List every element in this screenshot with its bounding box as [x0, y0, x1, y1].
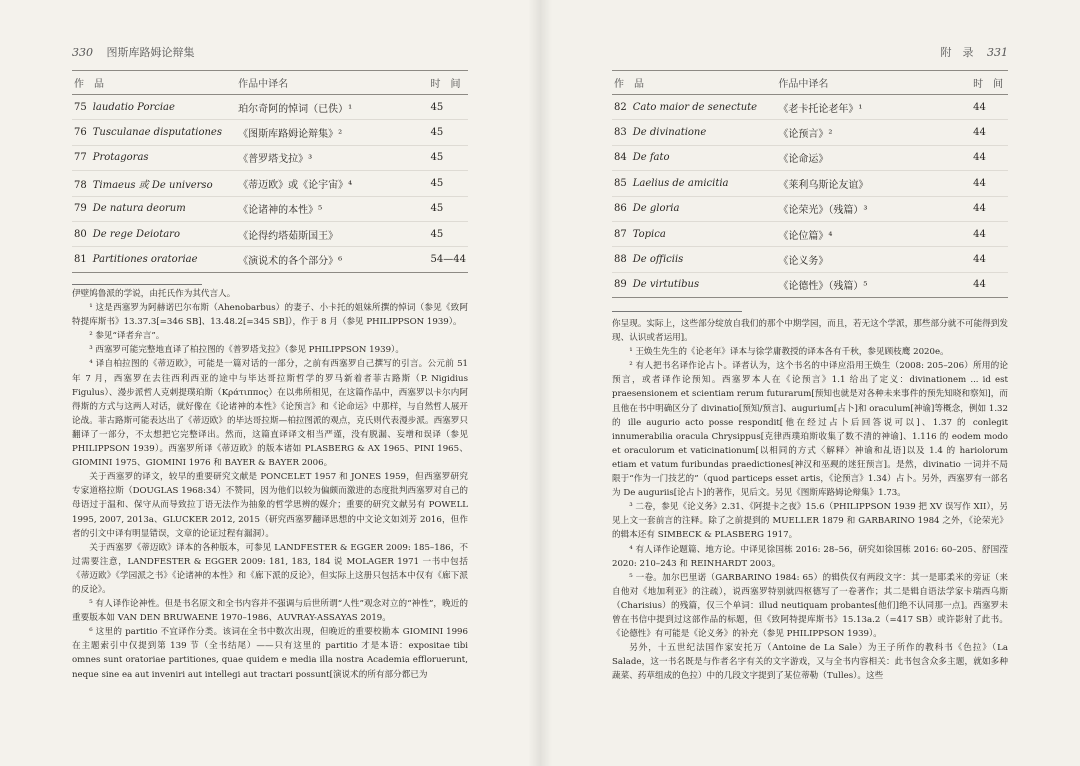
chinese-title: 《论位篇》⁴	[778, 230, 833, 242]
work-time: 44	[973, 228, 986, 240]
footnote-paragraph: 关于西塞罗《蒂迈欧》译本的各种版本，可参见 LANDFESTER & EGGER 2009: 185–186，不过需要注意，LANDFESTER & EGGER 2009: 181, 183, 184 说 MOLAGER 1971 一书中包括《蒂迈欧》《学园派之书》《论诸神的本性》和《廊下派的反论》，但实际上这册只包括本中仅有《廊下派的反论》。	[72, 542, 468, 595]
running-title: 附 录	[940, 46, 974, 59]
latin-title: Laelius de amicitia	[632, 177, 729, 189]
table-row	[612, 221, 1008, 246]
work-time: 44	[973, 254, 986, 266]
header-work-label: 作 品	[614, 79, 644, 90]
latin-title: Timaeus 或 De universo	[92, 179, 213, 191]
footnote-paragraph: 关于西塞罗的译文，较早的重要研究文献是 PONCELET 1957 和 JONES 1959，但西塞罗研究专家道格拉斯（DOUGLAS 1968:34）不赞同，因为他们以较为偏颇而激进的态度批判西塞罗对自己的母语过于温和、保守从而导致拉丁语无法作为抽象的哲学思辨的媒介；重要的研究文献另有 POWELL 1995, 2007, 2013a、GLUCKER 2012, 2015（研究西塞罗翻译思想的中文论文如刘芳 2016，但作者的引文中译有明显错误，文章的论证过程有漏洞）。	[72, 472, 468, 539]
table-row	[72, 221, 468, 246]
table-row	[612, 247, 1008, 272]
header-time	[971, 71, 1008, 95]
latin-title: De natura deorum	[92, 203, 186, 215]
latin-title: Tusculanae disputationes	[92, 127, 222, 139]
running-head	[941, 44, 1009, 60]
table-row	[72, 95, 468, 120]
works-table	[612, 70, 1008, 298]
header-work-label: 作 品	[74, 79, 104, 90]
row-number: 82	[614, 101, 627, 113]
footnote-paragraph: ¹ 这是西塞罗为阿赫诺巴尔布斯（Ahenobarbus）的妻子、小卡托的姐妹所撰的悼词（参见《致阿特提库斯书》13.37.3[=346 SB]、13.48.2[=345 SB]），作于 8 月（参见 PHILIPPSON 1939）。	[72, 303, 468, 328]
row-number: 85	[614, 177, 627, 189]
table-row	[72, 120, 468, 145]
running-title: 图斯库路姆论辩集	[106, 46, 195, 59]
header-translation-label: 作品中译名	[238, 79, 289, 90]
row-number: 78	[74, 179, 87, 191]
latin-title: Topica	[632, 228, 666, 240]
table-header-row	[612, 71, 1008, 95]
row-number: 81	[74, 254, 87, 266]
latin-title: Partitiones oratoriae	[92, 254, 198, 266]
work-time: 45	[430, 127, 444, 139]
chinese-title: 《论预言》²	[778, 129, 833, 141]
work-time: 44	[973, 203, 986, 215]
chinese-title: 《论义务》	[778, 256, 829, 268]
chinese-title: 《论得约塔茹斯国王》	[238, 230, 339, 242]
row-number: 89	[614, 279, 627, 291]
works-table	[72, 70, 468, 273]
footnote-paragraph: ² 参见“译者弁言”。	[89, 331, 165, 342]
chinese-title: 《论命运》	[778, 154, 829, 166]
header-translation	[776, 71, 971, 95]
footnote-paragraph: ¹ 王焕生先生的《论老年》译本与徐学庸教授的译本各有千秋，参见顾枝鹰 2020e。	[629, 347, 949, 358]
work-time: 45	[430, 152, 444, 164]
footnote-paragraph: 你呈现。实际上，这些部分绽放自我们的那个中期学园，而且，若无这个学派，那些部分就不可能得到发现、认识或者运用]。	[612, 319, 1008, 344]
footnote-paragraph: ² 有人把书名译作论占卜。译者认为，这个书名的中译应沿用王焕生（2008: 205–206）所用的论预言，或者译作论预知。西塞罗本人在《论预言》1.1 给出了定义：divinationem ... id est praesensionem et scientiam rerum futurarum[预知也就是对各种未来事件的预先知晓和察知]，而且他在书中明确区分了 divinatio[预知/预言]、augurium[占卜]和 oraculum[神谕]等概念，例如 1.32 的 ille augurio acto posse respondit[他在经过占卜后回答说可以]、1.37 的 conlegit innumerabilia oracula Chrysippus[克律西璞珀斯收集了数不清的神谕]、1.116 的 eodem modo et oraculorum et vaticinationum[以相同的方式〈解释〉神谕和乩语]以及 1.4 的 hariolorum etiam et vatum furibundas praedictiones[神汉和巫觋的迷狂预言]。是然，divinatio 一词并不局限于“作为一门技艺的”（quod particeps esset artis，《论预言》1.34）占卜。另外，西塞罗有一部名为 De auguriis[论占卜]的著作，见后文。另见《图斯库路姆论辩集》1.73。	[612, 361, 1008, 499]
row-number: 83	[614, 127, 627, 139]
row-number: 75	[74, 101, 87, 113]
table-header-row	[72, 71, 468, 95]
chinese-title: 《演说术的各个部分》⁶	[238, 256, 343, 268]
row-number: 88	[614, 254, 627, 266]
chinese-title: 《图斯库路姆论辩集》²	[238, 129, 343, 141]
header-translation	[236, 71, 428, 95]
table-row	[72, 171, 468, 196]
running-head	[72, 44, 195, 60]
footnote-paragraph: ³ 二卷，参见《论义务》2.31、《阿提卡之夜》15.6（PHILIPPSON 1939 把 XV 误写作 XII），另见上文一套前言的注释。除了之前提到的 MUELLER 1879 和 GARBARINO 1984 之外，《论荣光》的辑本还有 SIMBECK & PLASBERG 1917。	[612, 502, 1008, 541]
table-row	[72, 247, 468, 272]
row-number: 87	[614, 228, 627, 240]
work-time: 44	[973, 279, 986, 291]
work-time: 45	[430, 101, 444, 113]
footnote-paragraph: ⁴ 译自柏拉图的《蒂迈欧》，可能是一篇对话的一部分，之前有西塞罗自己撰写的引言。公元前 51 年 7 月，西塞罗在去往西利西亚的途中与毕达哥拉斯哲学的罗马新着者菲古路斯（P. Nigidius Figulus）、漫步派哲人克剌提璞珀斯（Κράτιππος）在以弗所相见，在这篇作品中，西塞罗以卡尔内阿得斯的方式与这两人对话，就好像在《论诸神的本性》《论预言》和《论命运》中那样，与自然哲人展开论战。菲古路斯可能表达出了《蒂迈欧》的毕达哥拉斯—柏拉图派的观点，克氏则代表漫步派。西塞罗只翻译了一部分，不太想把它完整译出。然而，这篇直译译文相当严谨，没有脱漏、妄增和误译（参见 PHILIPPSON 1939）。西塞罗所译《蒂迈欧》的版本诸如 PLASBERG & AX 1965、PINI 1965、GIOMINI 1975、GIOMINI 1976 和 BAYER & BAYER 2006。	[72, 359, 468, 469]
work-time: 44	[973, 101, 986, 113]
table-row	[612, 95, 1008, 120]
row-number: 76	[74, 127, 87, 139]
page-number: 331	[987, 46, 1008, 59]
latin-title: De fato	[632, 152, 670, 164]
row-number: 79	[74, 203, 87, 215]
footnotes	[72, 287, 468, 682]
footnote-rule	[72, 284, 202, 285]
row-number: 84	[614, 152, 627, 164]
chinese-title: 《论荣光》（残篇）³	[778, 205, 868, 217]
footnote-paragraph: 另外，十五世纪法国作家安托万（Antoine de La Sale）为王子所作的教科书《色拉》（La Salade，这一书名既是与作者名字有关的文字游戏，又与全书内容相关：此书包含众多主题，就如多种蔬菜、药草组成的色拉）中的几段文字提到了某位蒂勒（Tulles）。这些	[612, 643, 1008, 682]
book-gutter	[528, 0, 552, 766]
footnote-paragraph: ⁶ 这里的 partitio 不宜译作分类。该词在全书中数次出现，但晚近的重要校勘本 GIOMINI 1996 在主题索引中仅提到第 139 节（全书结尾）——只有这里的 partitio 才是本语：expositae tibi omnes sunt oratoriae partitiones, quae quidem e media illa nostra Academia effloruerunt, neque sine ea aut inveniri aut intellegi aut tractari possunt[演说术的所有部分都已为	[72, 627, 468, 680]
header-time	[429, 71, 468, 95]
footnote-paragraph: ⁵ 一卷。加尔巴里诺（GARBARINO 1984: 65）的辑佚仅有两段文字：其一是耶柔米的旁证（来自他对《地加利亚》的注疏），说西塞罗特别就四枢德写了一卷著作；其二是辑自语法学家卡瑞西乌斯（Charisius）的残篇，仅三个单词：illud neutiquam probantes[他们]绝不认同那一点]。西塞罗未曾在书信中提到过这部作品的标题，但《致阿特提库斯书》15.13a.2（=417 SB）或许影射了此书。《论德性》有可能是《论义务》的补充（参见 PHILIPPSON 1939）。	[612, 572, 1008, 640]
header-translation-label: 作品中译名	[778, 79, 829, 90]
work-time: 54—44	[430, 254, 466, 266]
chinese-title: 《普罗塔戈拉》³	[238, 154, 313, 166]
footnote-paragraph: ⁵ 有人译作论神性。但是书名原文和全书内容并不强调与后世所谓“人性”观念对立的“神性”，晚近的重要版本如 VAN DEN BRUWAENE 1970–1986、AUVRAY-ASSAYAS 2019。	[72, 599, 468, 624]
chinese-title: 《老卡托论老年》¹	[778, 103, 863, 115]
footnote-paragraph: ⁴ 有人译作论题篇、地方论。中译见徐国栋 2016: 28–56，研究如徐国栋 2016: 60–205、舒国滢 2020: 210–243 和 REINHARDT 2003。	[612, 544, 1008, 569]
chinese-title: 《论诸神的本性》⁵	[238, 205, 323, 217]
work-time: 44	[973, 152, 986, 164]
work-time: 45	[430, 203, 444, 215]
row-number: 86	[614, 203, 627, 215]
table-row	[612, 120, 1008, 145]
work-time: 44	[973, 127, 986, 139]
latin-title: De virtutibus	[632, 279, 700, 291]
table-row	[612, 171, 1008, 196]
table-row	[612, 196, 1008, 221]
work-time: 44	[973, 177, 986, 189]
work-time: 45	[430, 177, 444, 189]
latin-title: Protagoras	[92, 152, 149, 164]
right-page	[540, 0, 1080, 766]
chinese-title: 《蒂迈欧》或《论宇宙》⁴	[238, 179, 353, 191]
footnote-paragraph: ³ 西塞罗可能完整地直译了柏拉图的《普罗塔戈拉》（参见 PHILIPPSON 1939）。	[89, 345, 404, 356]
header-work	[72, 71, 236, 95]
latin-title: De rege Deiotaro	[92, 228, 180, 240]
work-time: 45	[430, 228, 444, 240]
table-row	[612, 272, 1008, 297]
row-number: 77	[74, 152, 87, 164]
table-row	[72, 196, 468, 221]
footnotes	[612, 317, 1008, 683]
chinese-title: 《论德性》（残篇）⁵	[778, 281, 868, 293]
latin-title: De officiis	[632, 254, 684, 266]
table-row	[72, 145, 468, 170]
chinese-title: 《莱利乌斯论友谊》	[778, 179, 869, 191]
footnote-rule	[612, 311, 742, 312]
latin-title: laudatio Porciae	[92, 101, 175, 113]
header-time-label: 时 间	[430, 79, 461, 90]
page-number: 330	[72, 46, 93, 59]
row-number: 80	[74, 228, 87, 240]
footnote-paragraph: 伊壁鸠鲁派的学说，由托氏作为其代言人。	[72, 289, 236, 299]
latin-title: De gloria	[632, 203, 680, 215]
header-time-label: 时 间	[973, 79, 1004, 90]
latin-title: Cato maior de senectute	[632, 101, 758, 113]
latin-title: De divinatione	[632, 127, 707, 139]
table-row	[612, 145, 1008, 170]
header-work	[612, 71, 776, 95]
chinese-title: 珀尔奇阿的悼词（已佚）¹	[238, 103, 353, 115]
